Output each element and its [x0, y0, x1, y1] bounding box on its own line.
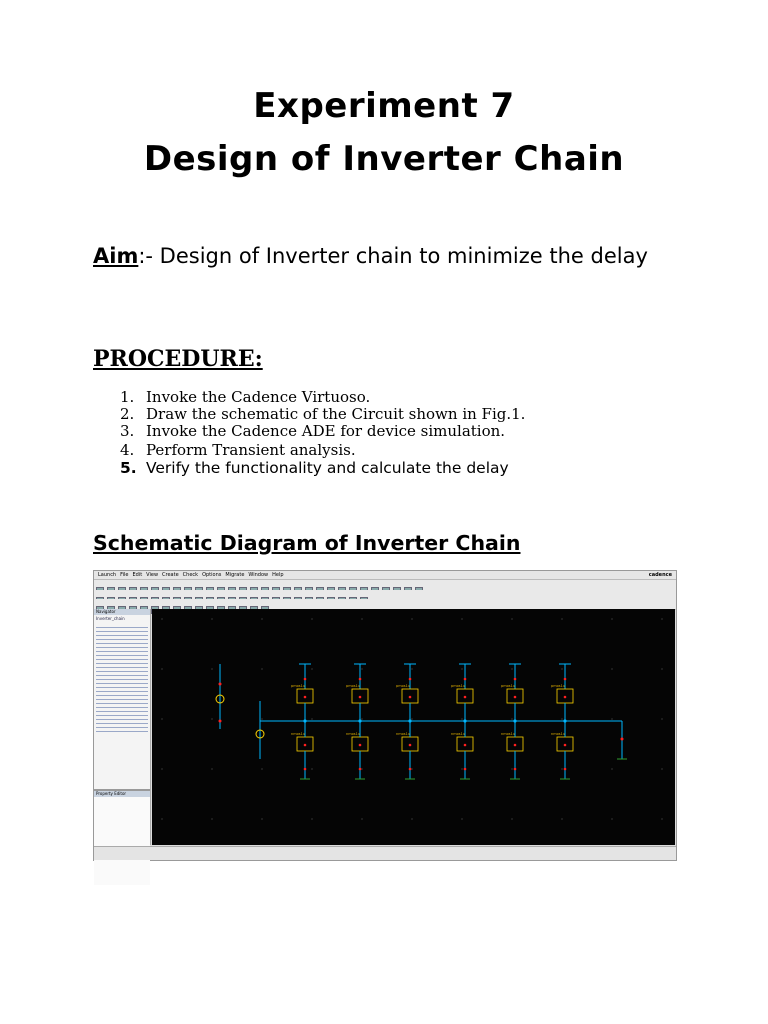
grid-dot [611, 668, 612, 669]
step-number: 2. [120, 405, 135, 423]
menu-item-file: File [120, 572, 129, 578]
pin [409, 696, 412, 699]
pin [304, 696, 307, 699]
pin [564, 768, 567, 771]
property-editor-title: Property Editor [94, 791, 150, 797]
tree-root: Inverter_chain [96, 616, 125, 621]
pin [219, 683, 222, 686]
grid-dot [461, 668, 462, 669]
schematic-svg [152, 609, 675, 845]
cadence-logo: cadence [648, 572, 672, 578]
grid-dot [461, 768, 462, 769]
page-title: Experiment 7 [253, 86, 515, 126]
pin [514, 678, 517, 681]
grid-dot [561, 718, 562, 719]
grid-dot [311, 618, 312, 619]
device-label: nmos1v [501, 732, 515, 736]
device-label: nmos1v [396, 732, 410, 736]
grid-dot [461, 618, 462, 619]
grid-dot [561, 768, 562, 769]
device-label: nmos1v [291, 732, 305, 736]
pin [359, 696, 362, 699]
step-text: Invoke the Cadence ADE for device simulation. [146, 422, 506, 440]
grid-dot [461, 718, 462, 719]
pin [409, 768, 412, 771]
grid-dot [661, 818, 662, 819]
procedure-step [120, 441, 356, 459]
pin [514, 768, 517, 771]
procedure-step [120, 422, 505, 440]
junction-dot [358, 719, 361, 722]
pin [464, 678, 467, 681]
tree-rows [96, 624, 148, 734]
pin [464, 744, 467, 747]
menu-item-view: View [146, 572, 159, 578]
grid-dot [411, 718, 412, 719]
navigator-panel [94, 609, 151, 845]
grid-dot [511, 618, 512, 619]
grid-dot [161, 768, 162, 769]
pin [304, 678, 307, 681]
grid-dot [161, 618, 162, 619]
pin [464, 696, 467, 699]
menu-item-help: Help [272, 572, 284, 578]
pin [621, 738, 624, 741]
grid-dot [511, 818, 512, 819]
step-text: Perform Transient analysis. [146, 441, 356, 459]
pin [514, 696, 517, 699]
pin [564, 744, 567, 747]
grid-dot [411, 618, 412, 619]
grid-dot [511, 768, 512, 769]
grid-dot [261, 618, 262, 619]
procedure-step [120, 459, 509, 477]
grid-dot [411, 768, 412, 769]
device-label: pmos1v [346, 684, 360, 688]
menu-bar [94, 571, 676, 580]
menu-item-create: Create [162, 572, 179, 578]
schematic-canvas [152, 609, 675, 845]
grid-dot [361, 818, 362, 819]
grid-dot [361, 768, 362, 769]
junction-dot [408, 719, 411, 722]
grid-dot [161, 718, 162, 719]
grid-dot [211, 718, 212, 719]
grid-dot [511, 718, 512, 719]
pin [304, 768, 307, 771]
grid-dot [361, 668, 362, 669]
menu-item-migrate: Migrate [225, 572, 245, 578]
step-number: 1. [120, 388, 135, 406]
grid-dot [311, 718, 312, 719]
pin [219, 720, 222, 723]
menu-item-edit: Edit [132, 572, 143, 578]
junction-dot [463, 719, 466, 722]
step-number: 3. [120, 422, 135, 440]
cadence-screenshot [93, 570, 677, 861]
pin [409, 678, 412, 681]
junction-dot [303, 719, 306, 722]
property-editor [94, 789, 150, 885]
schematic-heading: Schematic Diagram of Inverter Chain [93, 531, 521, 555]
grid-dot [561, 818, 562, 819]
device-label: pmos1v [501, 684, 515, 688]
grid-dot [311, 668, 312, 669]
procedure-step [120, 388, 370, 406]
junction-dot [563, 719, 566, 722]
grid-dot [611, 768, 612, 769]
grid-dot [311, 818, 312, 819]
device-label: nmos1v [451, 732, 465, 736]
grid-dot [611, 818, 612, 819]
grid-dot [661, 668, 662, 669]
grid-dot [611, 618, 612, 619]
pin [409, 744, 412, 747]
grid-dot [611, 718, 612, 719]
step-text: Draw the schematic of the Circuit shown in Fig.1. [146, 405, 526, 423]
device-label: pmos1v [396, 684, 410, 688]
menu-item-launch: Launch [98, 572, 117, 578]
pin [464, 768, 467, 771]
grid-dot [261, 718, 262, 719]
grid-dot [511, 668, 512, 669]
procedure-heading: PROCEDURE: [93, 346, 263, 372]
device-label: pmos1v [451, 684, 465, 688]
device-label: nmos1v [346, 732, 360, 736]
grid-dot [411, 668, 412, 669]
grid-dot [661, 718, 662, 719]
grid-dot [211, 618, 212, 619]
page-subtitle: Design of Inverter Chain [143, 139, 625, 179]
grid-dot [461, 818, 462, 819]
grid-dot [211, 818, 212, 819]
junction-dot [513, 719, 516, 722]
device-label: pmos1v [291, 684, 305, 688]
pin [359, 768, 362, 771]
grid-dot [261, 818, 262, 819]
navigator-title: Navigator [94, 609, 150, 615]
device-label: pmos1v [551, 684, 565, 688]
grid-dot [211, 768, 212, 769]
menu-item-options: Options [202, 572, 222, 578]
grid-dot [311, 768, 312, 769]
pin [359, 744, 362, 747]
grid-dot [561, 618, 562, 619]
pin [514, 744, 517, 747]
menu-item-window: Window [248, 572, 269, 578]
step-number: 5. [120, 459, 137, 477]
aim-text: :- Design of Inverter chain to minimize the delay [138, 244, 648, 268]
grid-dot [261, 668, 262, 669]
grid-dot [261, 768, 262, 769]
aim-paragraph [93, 242, 683, 270]
pin [359, 678, 362, 681]
aim-label: Aim [93, 244, 139, 268]
step-text: Verify the functionality and calculate the delay [146, 459, 509, 477]
navigator-tree [94, 615, 150, 736]
pin [304, 744, 307, 747]
grid-dot [161, 818, 162, 819]
device-label: nmos1v [551, 732, 565, 736]
grid-dot [361, 718, 362, 719]
grid-dot [661, 618, 662, 619]
status-bar [94, 846, 676, 860]
grid-dot [211, 668, 212, 669]
menu-item-check: Check [182, 572, 199, 578]
grid-dot [361, 618, 362, 619]
grid-dot [561, 668, 562, 669]
grid-dot [411, 818, 412, 819]
step-number: 4. [120, 441, 135, 459]
grid-dot [161, 668, 162, 669]
pin [564, 696, 567, 699]
grid-dot [661, 768, 662, 769]
procedure-step [120, 405, 525, 423]
step-text: Invoke the Cadence Virtuoso. [146, 388, 371, 406]
pin [564, 678, 567, 681]
